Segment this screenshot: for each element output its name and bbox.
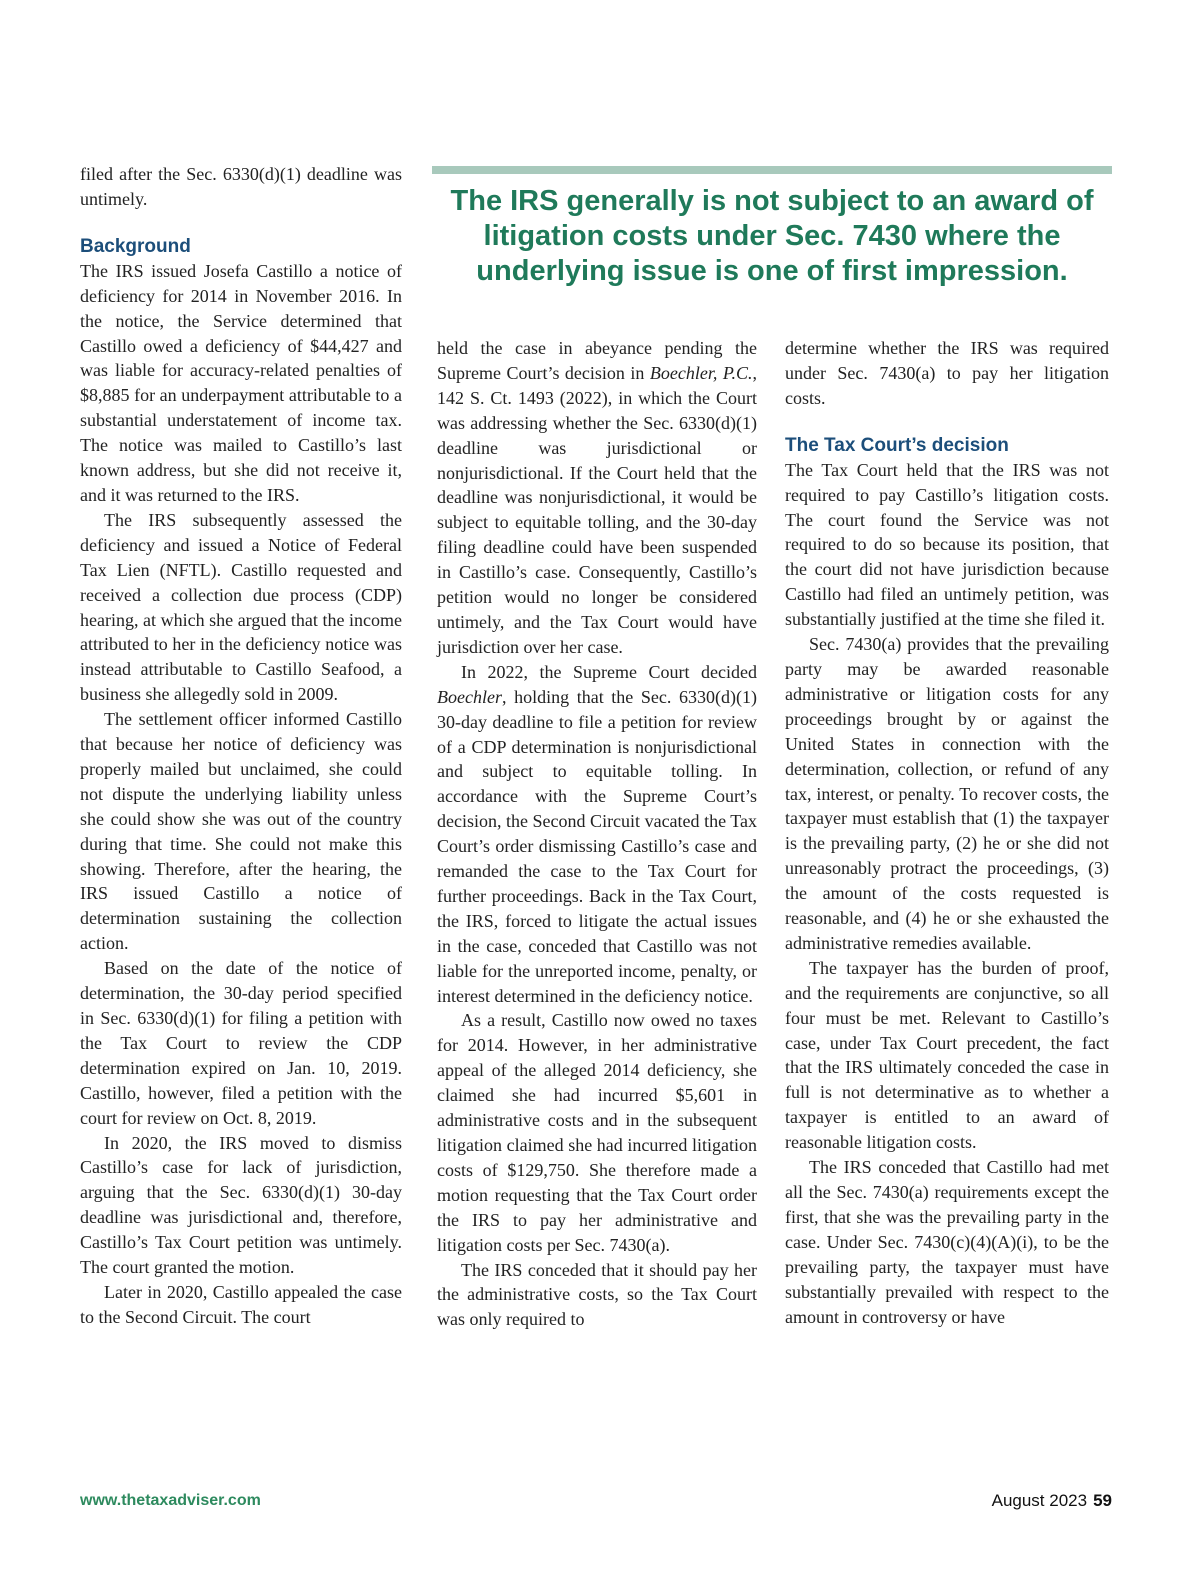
body-paragraph: Sec. 7430(a) provides that the prevailing party may be awarded reasonable administrative or litigation costs for any proceedings brought by or against the United States in connection with the determination, collection, or refund of any tax, interest, or penalty. To recover costs, the taxpayer must establish that (1) the taxpayer is the prevailing party, (2) he or she did not unreasonably protract the proceedings, (3) the amount of the costs requested is reasonable, and (4) he or she exhausted the administrative remedies available. [785, 634, 1109, 953]
text-run: held the case in abeyance pending the Supreme Court’s decision in [437, 338, 757, 383]
pullquote-rule [432, 166, 1112, 174]
body-paragraph: The IRS subsequently assessed the deficiency and issued a Notice of Federal Tax Lien (NFTL). Castillo requested and received a collection due process (CDP) hearing, at which she argued that the income attributed to her in the deficiency notice was instead attributable to Castillo Seafood, a business she allegedly sold in 2009. [80, 509, 402, 705]
case-name: Boechler, P.C. [649, 362, 753, 383]
body-paragraph: The Tax Court held that the IRS was not required to pay Castillo’s litigation costs. The court found the Service was not required to do so because its position, that the court did not have jurisdiction because Castillo had filed an untimely petition, was substantially justified at the time she filed it. [785, 459, 1109, 630]
body-paragraph: The settlement officer informed Castillo that because her notice of deficiency was properly mailed but unclaimed, she could not dispute the underlying liability unless she could show she was out of the country during that time. She could not make this showing. Therefore, after the hearing, the IRS issued Castillo a notice of determination sustaining the collection action. [80, 709, 402, 954]
body-paragraph: As a result, Castillo now owed no taxes for 2014. However, in her administrative appeal of the alleged 2014 deficiency, she claimed she had incurred $5,601 in administrative costs and in the subsequent litigation claimed she had incurred litigation costs of $129,750. She therefore made a motion requesting that the Tax Court order the IRS to pay her administrative and litigation costs per Sec. 7430(a). [437, 1010, 757, 1255]
text-run: , holding that the Sec. 6330(d)(1) 30-day deadline to file a petition for review of a CDP determination is nonjurisdictional and subject to equitable tolling. In accordance with the Supreme Court’s decision, the Second Circuit vacated the Tax Court’s order dismissing Castillo’s case and remanded the case to the Tax Court for further proceedings. Back in the Tax Court, the IRS, forced to litigate the actual issues in the case, conceded that Castillo was not liable for the unreported income, penalty, or interest determined in the deficiency notice. [437, 686, 757, 1006]
background-heading: Background [80, 235, 191, 257]
pullquote: The IRS generally is not subject to an award of litigation costs under Sec. 7430 where the underlying issue is one of first impression. [450, 185, 1094, 287]
footer-issue-info [992, 1491, 1112, 1511]
page-number: 59 [1093, 1491, 1112, 1510]
body-paragraph: The IRS issued Josefa Castillo a notice of deficiency for 2014 in November 2016. In the notice, the Service determined that Castillo owed a deficiency of $44,427 and was liable for accuracy-related penalties of $8,885 for an underpayment attributable to a substantial understatement of income tax. The notice was mailed to Castillo’s last known address, but she did not receive it, and it was returned to the IRS. [80, 260, 402, 505]
body-paragraph [437, 336, 757, 660]
body-paragraph [437, 660, 757, 1009]
article-column-1 [80, 162, 402, 1330]
article-column-3 [785, 336, 1109, 1329]
decision-heading: The Tax Court’s decision [785, 434, 1009, 456]
footer-website-link[interactable]: www.thetaxadviser.com [80, 1492, 261, 1509]
body-paragraph: The IRS conceded that Castillo had met all the Sec. 7430(a) requirements except the first, that she was the prevailing party in the case. Under Sec. 7430(c)(4)(A)(i), to be the prevailing party, the taxpayer must have substantially prevailed with respect to the amount in controversy or have [785, 1157, 1109, 1327]
body-paragraph: In 2020, the IRS moved to dismiss Castillo’s case for lack of jurisdiction, arguing that the Sec. 6330(d)(1) 30-day deadline was jurisdictional and, therefore, Castillo’s Tax Court petition was untimely. The court granted the motion. [80, 1132, 402, 1278]
continued-paragraph: filed after the Sec. 6330(d)(1) deadline was untimely. [80, 164, 402, 209]
body-paragraph: Later in 2020, Castillo appealed the case to the Second Circuit. The court [80, 1281, 402, 1327]
body-paragraph: Based on the date of the notice of determination, the 30-day period specified in Sec. 6330(d)(1) for filing a petition with the Tax Court to review the CDP determination expired on Jan. 10, 2019. Castillo, however, filed a petition with the court for review on Oct. 8, 2019. [80, 958, 402, 1128]
body-paragraph: The IRS conceded that it should pay her the administrative costs, so the Tax Court was only required to [437, 1259, 757, 1330]
article-column-2 [437, 336, 757, 1332]
text-run: , 142 S. Ct. 1493 (2022), in which the Court was addressing whether the Sec. 6330(d)(1) deadline was jurisdictional or nonjurisdictional. If the Court held that the deadline was nonjurisdictional, it would be subject to equitable tolling, and the 30-day filing deadline could have been suspended in Castillo’s case. Consequently, Castillo’s petition would no longer be considered untimely, and the Tax Court would have jurisdiction over her case. [437, 362, 758, 657]
body-paragraph: The taxpayer has the burden of proof, and the requirements are conjunctive, so all four must be met. Relevant to Castillo’s case, under Tax Court precedent, the fact that the IRS ultimately conceded the case in full is not determinative as to whether a taxpayer is entitled to an award of reasonable litigation costs. [785, 957, 1109, 1153]
continued-paragraph: determine whether the IRS was required under Sec. 7430(a) to pay her litigation costs. [785, 338, 1109, 408]
case-name: Boechler [437, 686, 502, 707]
text-run: In 2022, the Supreme Court decided [461, 661, 757, 682]
issue-date: August 2023 [991, 1491, 1088, 1510]
